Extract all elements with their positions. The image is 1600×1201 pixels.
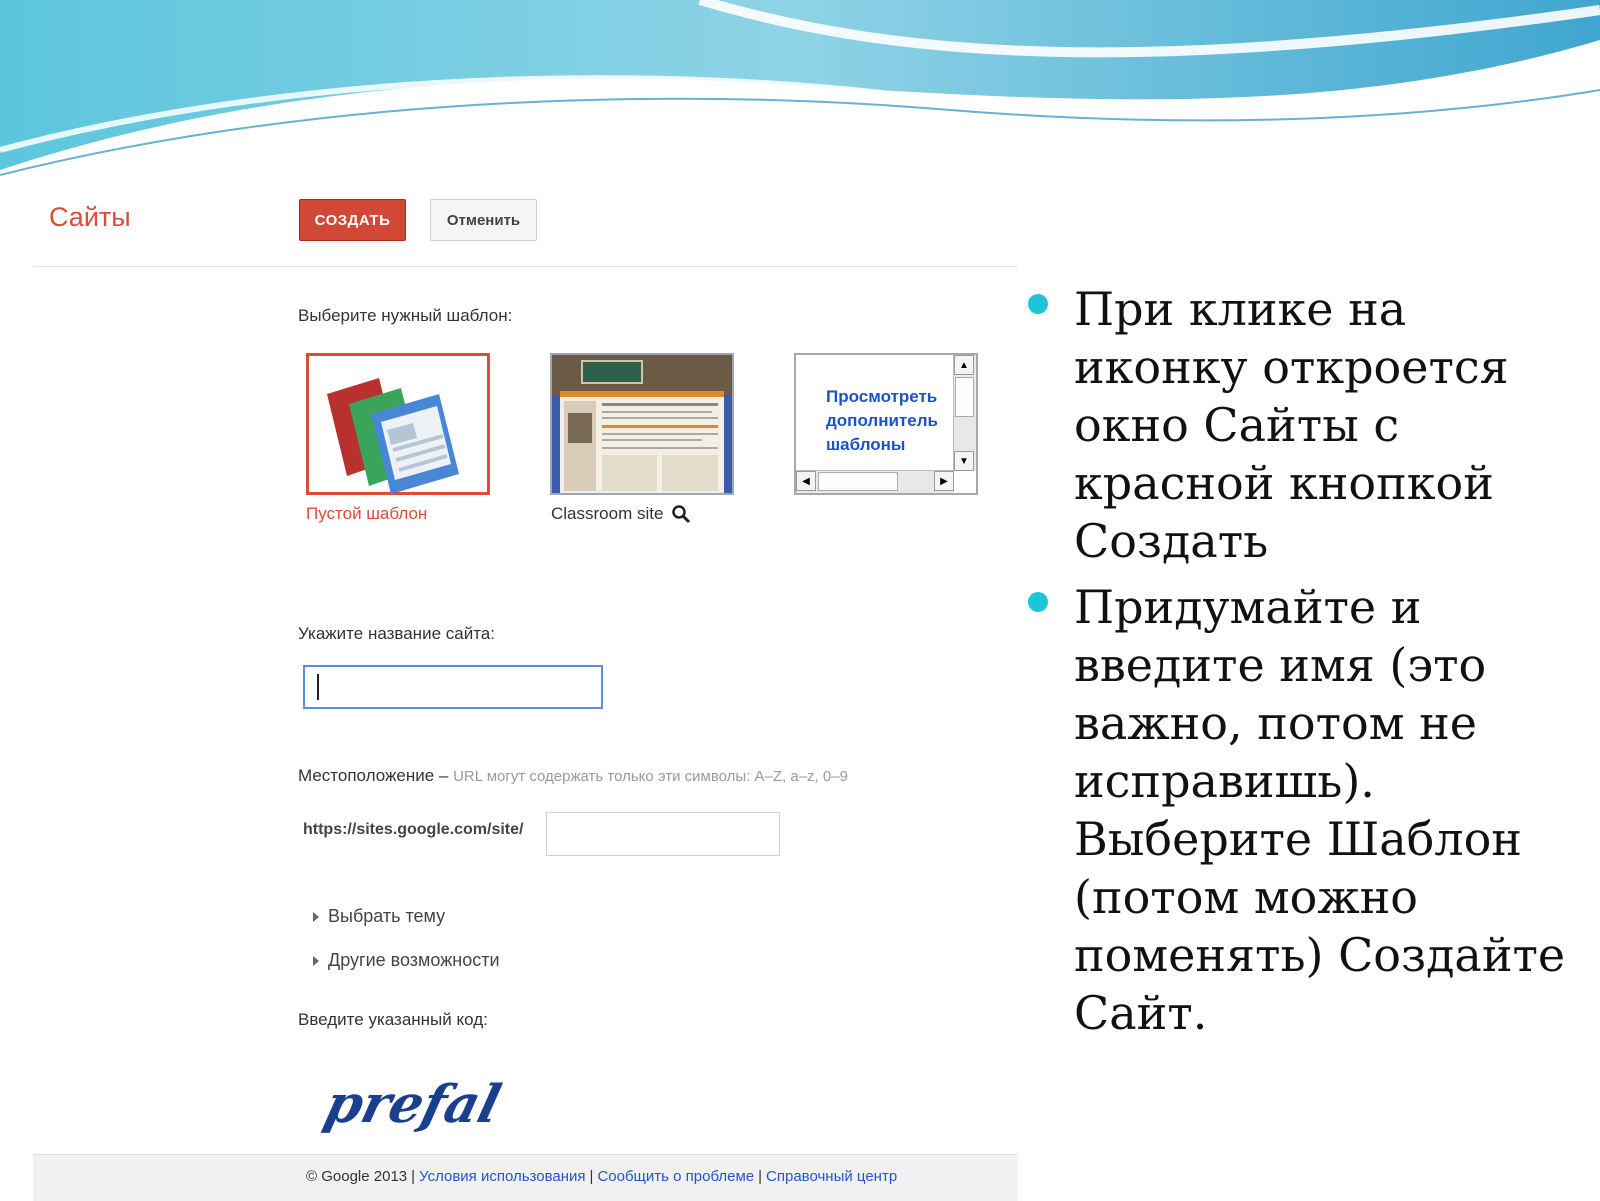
more-templates-link[interactable] (826, 385, 952, 457)
sites-create-screenshot (33, 172, 1018, 1200)
template-blank[interactable] (306, 353, 490, 495)
cancel-button[interactable]: Отменить (430, 199, 537, 241)
vertical-scrollbar[interactable] (953, 355, 976, 471)
scroll-down-icon[interactable]: ▼ (954, 451, 974, 471)
scroll-right-icon[interactable]: ▶ (934, 471, 954, 491)
header-divider (33, 266, 1018, 267)
template-more[interactable] (794, 353, 978, 495)
triangle-right-icon (313, 912, 319, 922)
choose-theme-toggle[interactable] (313, 906, 445, 927)
location-label (298, 766, 848, 786)
bullet-text: При клике на иконку откроется окно Сайты с красной кнопкой Создать (1074, 282, 1509, 568)
triangle-right-icon (313, 956, 319, 966)
wave-decoration (0, 0, 1600, 200)
footer: © Google 2013 | Условия использования | Сообщить о проблеме | Справочный центр (33, 1154, 1018, 1201)
classroom-thumbnail-icon (552, 355, 732, 493)
template-classroom-label[interactable] (551, 504, 691, 524)
scroll-left-icon[interactable]: ◀ (796, 471, 816, 491)
more-templates-line: шаблоны (826, 435, 906, 454)
report-problem-link[interactable]: Сообщить о проблеме (597, 1168, 755, 1185)
footer-copyright: © Google 2013 (306, 1168, 408, 1185)
text-caret (317, 674, 319, 700)
bullet-item (1022, 280, 1592, 570)
terms-link[interactable]: Условия использования (419, 1168, 586, 1185)
template-blank-label[interactable]: Пустой шаблон (306, 504, 428, 523)
bullet-item (1022, 578, 1592, 1042)
magnifier-icon[interactable] (671, 504, 691, 524)
scroll-up-icon[interactable]: ▲ (954, 355, 974, 375)
help-center-link[interactable]: Справочный центр (766, 1168, 898, 1185)
scroll-thumb[interactable] (955, 377, 974, 417)
location-title: Местоположение – (298, 766, 454, 785)
choose-theme-label: Выбрать тему (328, 906, 446, 926)
more-options-label: Другие возможности (328, 950, 500, 970)
template-classroom-text: Classroom site (551, 504, 664, 523)
bullet-text: Придумайте и введите имя (это важно, потом не исправишь). Выберите Шаблон (потом можно поменять) Создайте Сайт. (1074, 580, 1566, 1040)
bullet-dot-icon (1028, 294, 1048, 314)
more-templates-line: Просмотреть (826, 387, 938, 406)
site-name-label: Укажите название сайта: (298, 624, 495, 643)
captcha-image (318, 1062, 507, 1142)
captcha-text: prefal (318, 1073, 507, 1135)
location-hint: URL могут содержать только эти символы: A–Z, a–z, 0–9 (453, 768, 848, 785)
horizontal-scrollbar[interactable] (796, 470, 954, 493)
more-templates-line: дополнитель (826, 411, 938, 430)
create-button[interactable]: СОЗДАТЬ (299, 199, 406, 241)
sites-logo-icon (309, 356, 487, 492)
sites-brand: Сайты (49, 202, 131, 232)
scroll-thumb[interactable] (818, 472, 898, 491)
template-classroom[interactable] (550, 353, 734, 495)
more-options-toggle[interactable] (313, 950, 500, 971)
bullet-dot-icon (1028, 592, 1048, 612)
slide-bullets (1022, 280, 1592, 1050)
template-prompt: Выберите нужный шаблон: (298, 306, 513, 325)
url-prefix: https://sites.google.com/site/ (303, 821, 524, 838)
captcha-label: Введите указанный код: (298, 1010, 488, 1029)
url-input[interactable] (546, 812, 780, 856)
site-name-input[interactable] (303, 665, 603, 709)
